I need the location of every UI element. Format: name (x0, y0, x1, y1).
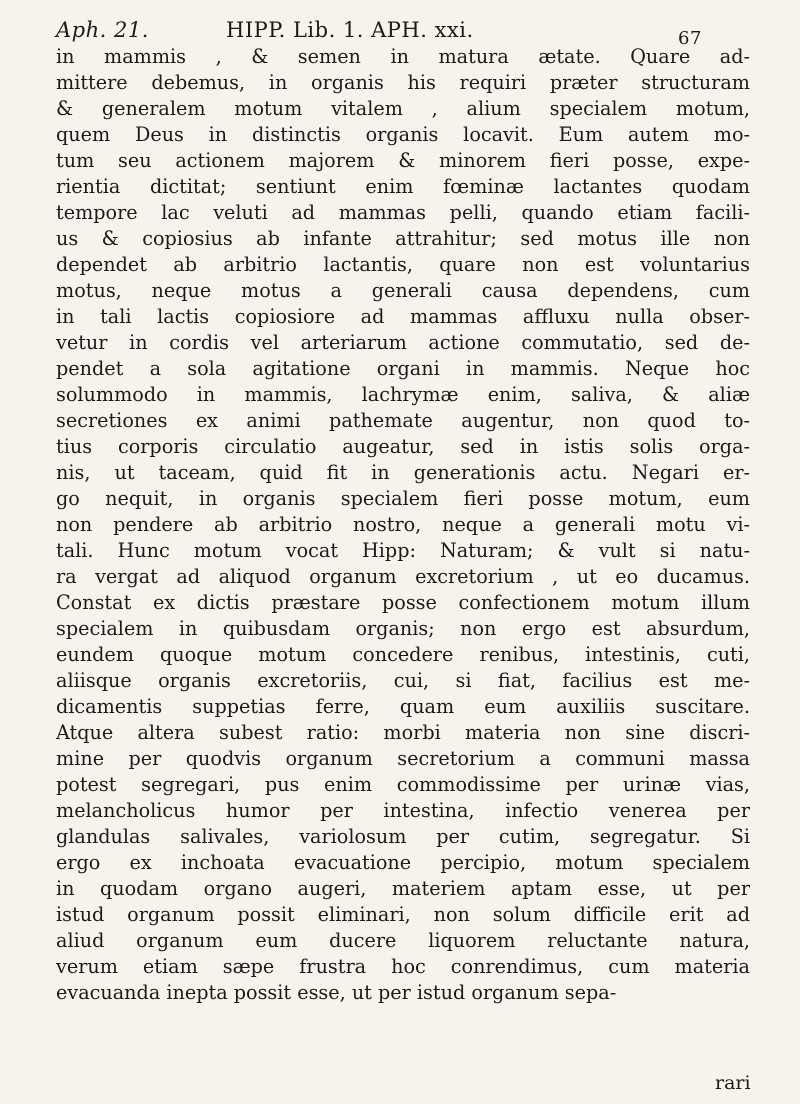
text-line: non pendere ab arbitrio nostro, neque a generali motu vi- (56, 513, 750, 536)
text-line: in mammis , & semen in matura ætate. Quare ad- (56, 45, 750, 68)
text-line: tali. Hunc motum vocat Hipp: Naturam; & vult si natu- (56, 539, 750, 562)
text-line: Atque altera subest ratio: morbi materia non sine discri- (56, 721, 750, 744)
text-line: solummodo in mammis, lachrymæ enim, saliva, & aliæ (56, 383, 750, 406)
text-line: motus, neque motus a generali causa dependens, cum (56, 279, 750, 302)
text-line: nis, ut taceam, quid fit in generationis actu. Negari er- (56, 461, 750, 484)
text-line: ergo ex inchoata evacuatione percipio, motum specialem (56, 851, 750, 874)
text-line: potest segregari, pus enim commodissime per urinæ vias, (56, 773, 750, 796)
text-line: rientia dictitat; sentiunt enim fœminæ lactantes quodam (56, 175, 750, 198)
text-line: tempore lac veluti ad mammas pelli, quando etiam facili- (56, 201, 750, 224)
text-line: & generalem motum vitalem , alium specialem motum, (56, 97, 750, 120)
text-line: specialem in quibusdam organis; non ergo est absurdum, (56, 617, 750, 640)
text-line: aliud organum eum ducere liquorem reluctante natura, (56, 929, 750, 952)
text-line: us & copiosius ab infante attrahitur; sed motus ille non (56, 227, 750, 250)
text-line: quem Deus in distinctis organis locavit. Eum autem mo- (56, 123, 750, 146)
text-line: mine per quodvis organum secretorium a communi massa (56, 747, 750, 770)
text-line: melancholicus humor per intestina, infectio venerea per (56, 799, 750, 822)
text-line: in tali lactis copiosiore ad mammas affluxu nulla obser- (56, 305, 750, 328)
catchword: rari (715, 1072, 751, 1094)
running-title: HIPP. Lib. 1. APH. xxi. (226, 18, 474, 42)
text-line: mittere debemus, in organis his requiri præter structuram (56, 71, 750, 94)
text-line: Constat ex dictis præstare posse confectionem motum illum (56, 591, 750, 614)
text-line: eundem quoque motum concedere renibus, intestinis, cuti, (56, 643, 750, 666)
text-line: dicamentis suppetias ferre, quam eum auxiliis suscitare. (56, 695, 750, 718)
text-line: istud organum possit eliminari, non solum difficile erit ad (56, 903, 750, 926)
text-line: tum seu actionem majorem & minorem fieri posse, expe- (56, 149, 750, 172)
body-text (56, 44, 750, 1006)
text-line: go nequit, in organis specialem fieri posse motum, eum (56, 487, 750, 510)
text-line: evacuanda inepta possit esse, ut per istud organum sepa- (56, 981, 617, 1004)
text-line: tius corporis circulatio augeatur, sed in istis solis orga- (56, 435, 750, 458)
text-line: aliisque organis excretoriis, cui, si fiat, facilius est me- (56, 669, 750, 692)
text-line: dependet ab arbitrio lactantis, quare non est voluntarius (56, 253, 750, 276)
text-line: vetur in cordis vel arteriarum actione commutatio, sed de- (56, 331, 750, 354)
page-number: 67 (678, 28, 702, 49)
text-line: glandulas salivales, variolosum per cutim, segregatur. Si (56, 825, 750, 848)
text-line: ra vergat ad aliquod organum excretorium , ut eo ducamus. (56, 565, 750, 588)
aphorism-reference: Aph. 21. (56, 18, 149, 42)
text-line: pendet a sola agitatione organi in mammis. Neque hoc (56, 357, 750, 380)
text-line: secretiones ex animi pathemate augentur, non quod to- (56, 409, 750, 432)
text-line: verum etiam sæpe frustra hoc conrendimus, cum materia (56, 955, 750, 978)
text-line: in quodam organo augeri, materiem aptam esse, ut per (56, 877, 750, 900)
